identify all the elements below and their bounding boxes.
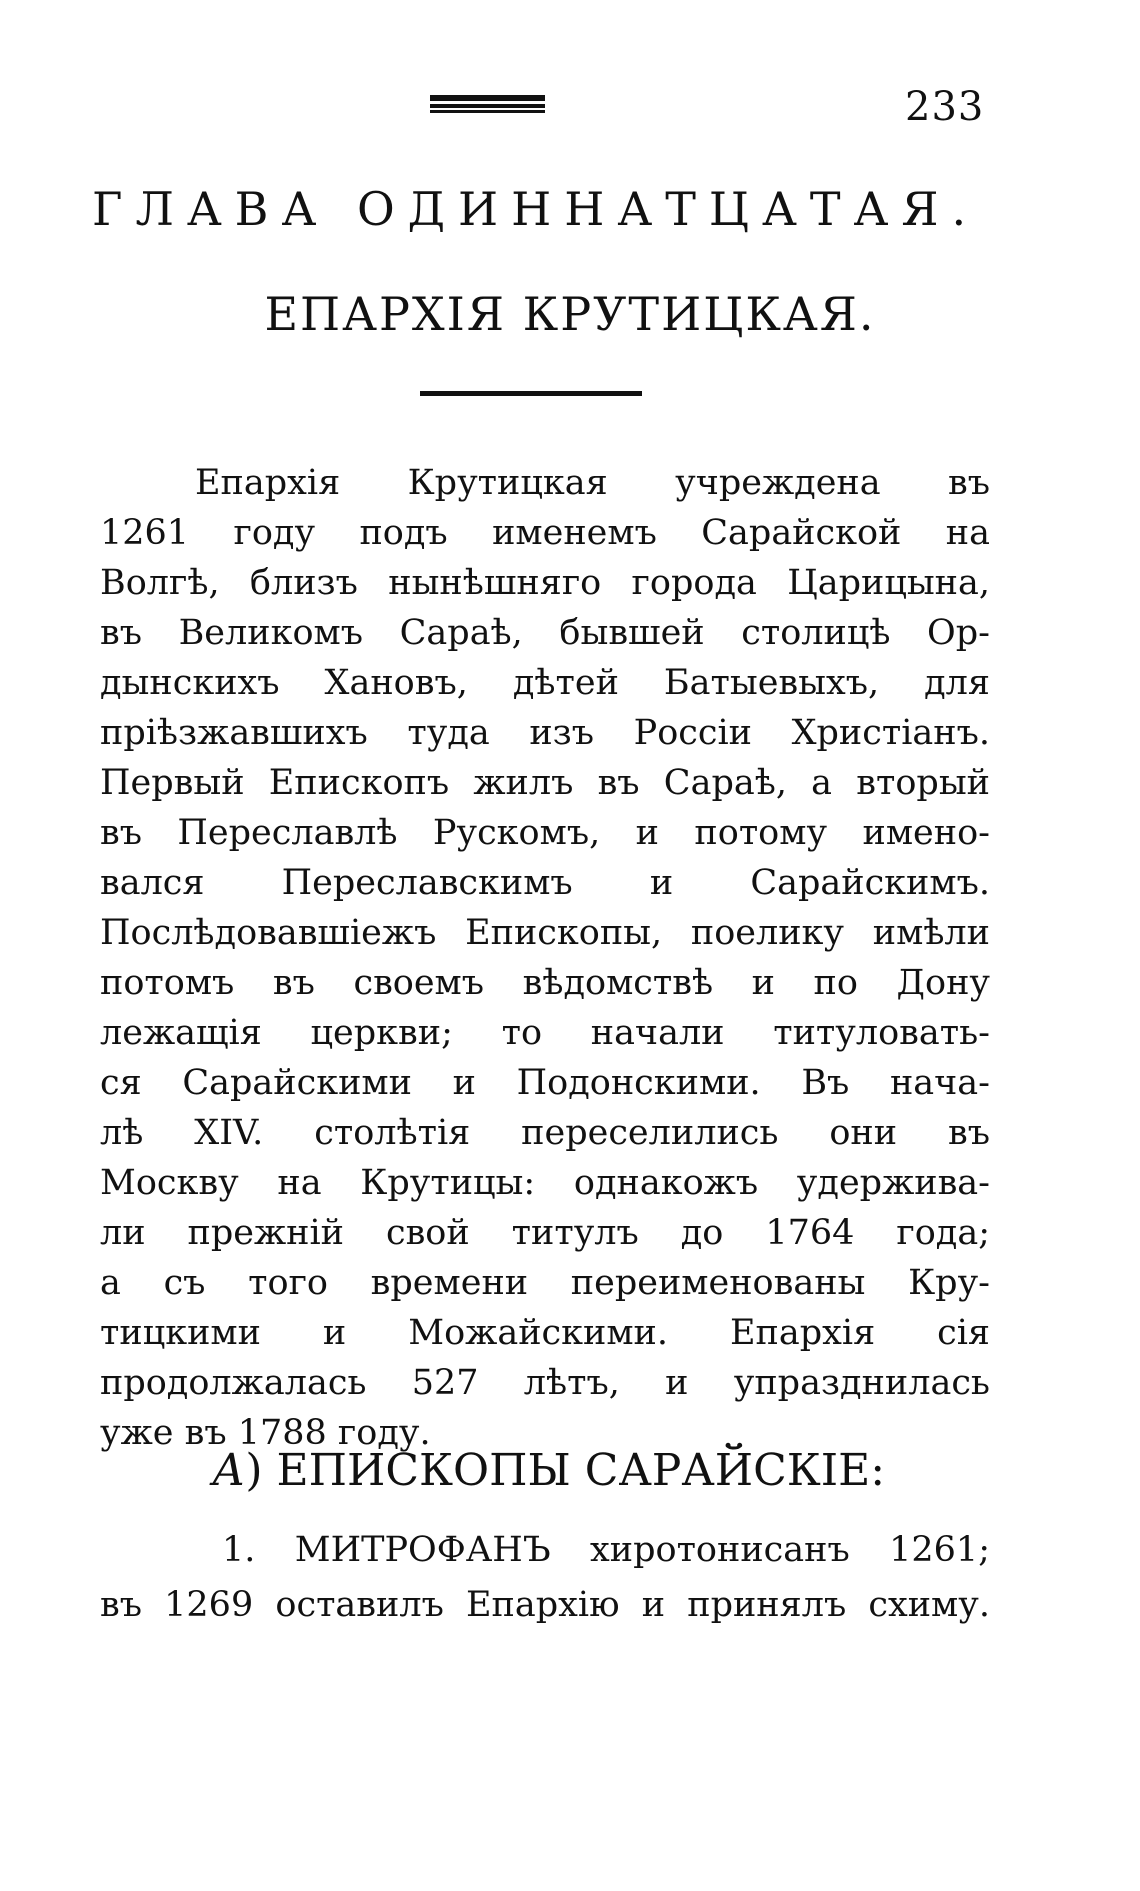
text-line: продолжалась 527 лѣтъ, и упразднилась — [100, 1363, 990, 1403]
text-line: потомъ въ своемъ вѣдомствѣ и по Дону — [100, 963, 990, 1003]
text-line: Послѣдовавшіежъ Епископы, поелику имѣли — [100, 913, 990, 953]
text-line: Москву на Крутицы: однакожъ удержива- — [100, 1163, 990, 1203]
header-ornament — [430, 95, 545, 115]
text-line: въ Переславлѣ Рускомъ, и потому имено- — [100, 813, 990, 853]
text-line: въ Великомъ Сараѣ, бывшей столицѣ Ор- — [100, 613, 990, 653]
entry-line: въ 1269 оставилъ Епархію и принялъ схиму. — [100, 1585, 990, 1625]
subsection-title: ) ЕПИСКОПЫ САРАЙСКІЕ: — [245, 1445, 886, 1496]
text-line: вался Переславскимъ и Сарайскимъ. — [100, 863, 990, 903]
text-line: лѣ XIV. столѣтія переселились они въ — [100, 1113, 990, 1153]
text-line: Первый Епископъ жилъ въ Сараѣ, а вторый — [100, 763, 990, 803]
subsection-heading — [212, 1445, 885, 1496]
text-line: Епархія Крутицкая учреждена въ — [195, 463, 990, 503]
text-line: дынскихъ Хановъ, дѣтей Батыевыхъ, для — [100, 663, 990, 703]
body-paragraph — [100, 458, 990, 1458]
page-number: 233 — [905, 84, 985, 130]
text-line: а съ того времени переименованы Кру- — [100, 1263, 990, 1303]
entry-line: 1. МИТРОФАНЪ хиротонисанъ 1261; — [222, 1530, 990, 1570]
text-line: Волгѣ, близъ нынѣшняго города Царицына, — [100, 563, 990, 603]
chapter-title: ГЛАВА ОДИННАТЦАТАЯ. — [92, 182, 980, 236]
text-line: уже въ 1788 году. — [100, 1413, 431, 1453]
section-title: ЕПАРХІЯ КРУТИЦКАЯ. — [264, 287, 876, 341]
text-line: ся Сарайскими и Подонскими. Въ нача- — [100, 1063, 990, 1103]
text-line: 1261 году подъ именемъ Сарайской на — [100, 513, 990, 553]
text-line: пріѣзжавшихъ туда изъ Россіи Христіанъ. — [100, 713, 990, 753]
text-line: лежащія церкви; то начали титуловать- — [100, 1013, 990, 1053]
subsection-marker: А — [212, 1445, 246, 1496]
divider-rule — [420, 391, 642, 396]
text-line: ли прежній свой титулъ до 1764 года; — [100, 1213, 990, 1253]
text-line: тицкими и Можайскими. Епархія сія — [100, 1313, 990, 1353]
